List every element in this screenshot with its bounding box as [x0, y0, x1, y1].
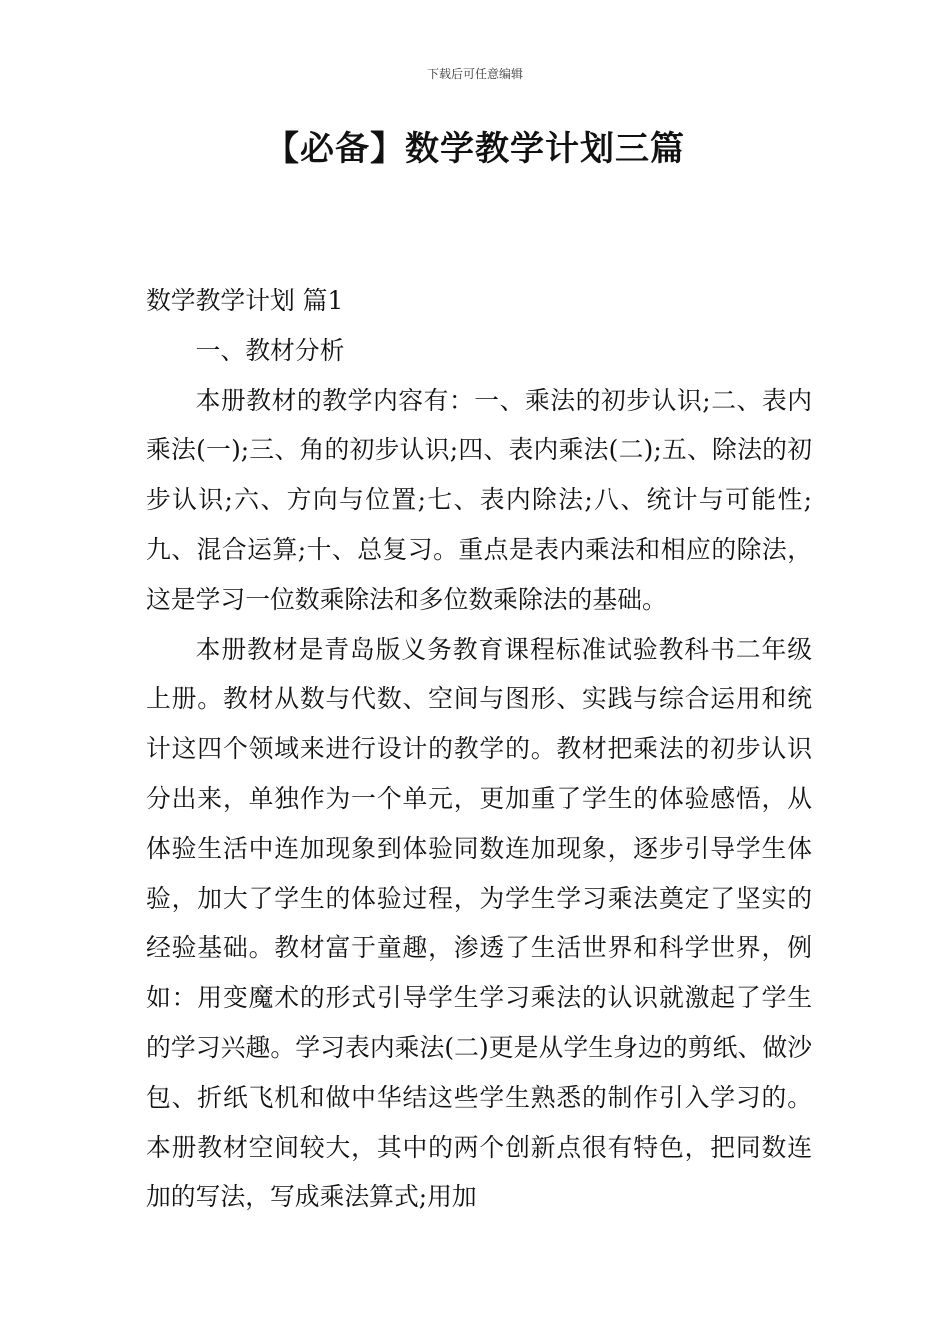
section-heading: 数学教学计划 篇1 — [146, 286, 344, 315]
subheading: 一、教材分析 — [195, 335, 345, 365]
header-note: 下载后可任意编辑 — [426, 67, 523, 81]
paragraph: 本册教材是青岛版义务教育课程标准试验教科书二年级上册。教材从数与代数、空间与图形、实践与综合运用和统计这四个领域来进行设计的教学的。教材把乘法的初步认识分出来，单独作为一个单元，更加重了学生的体验感悟，从体验生活中连加现象到体验同数连加现象，逐步引导学生体验，加大了学生的体验过程，为学生学习乘法奠定了坚实的经验基础。教材富于童趣，渗透了生活世界和科学世界，例如：用变魔术的形式引导学生学习乘法的认识就激起了学生的学习兴趣。学习表内乘法(二)更是从学生身边的剪纸、做沙包、折纸飞机和做中华结这些学生熟悉的制作引入学习的。本册教材空间较大，其中的两个创新点很有特色，把同数连加的写法，写成乘法算式;用加 — [146, 634, 812, 1212]
document-title: 【必备】数学教学计划三篇 — [265, 129, 685, 169]
paragraph: 本册教材的教学内容有：一、乘法的初步认识;二、表内乘法(一);三、角的初步认识;四、表内乘法(二);五、除法的初步认识;六、方向与位置;七、表内除法;八、统计与可能性;九、混合运算;十、总复习。重点是表内乘法和相应的除法，这是学习一位数乘除法和多位数乘除法的基础。 — [146, 385, 812, 614]
document-body — [146, 276, 812, 1222]
